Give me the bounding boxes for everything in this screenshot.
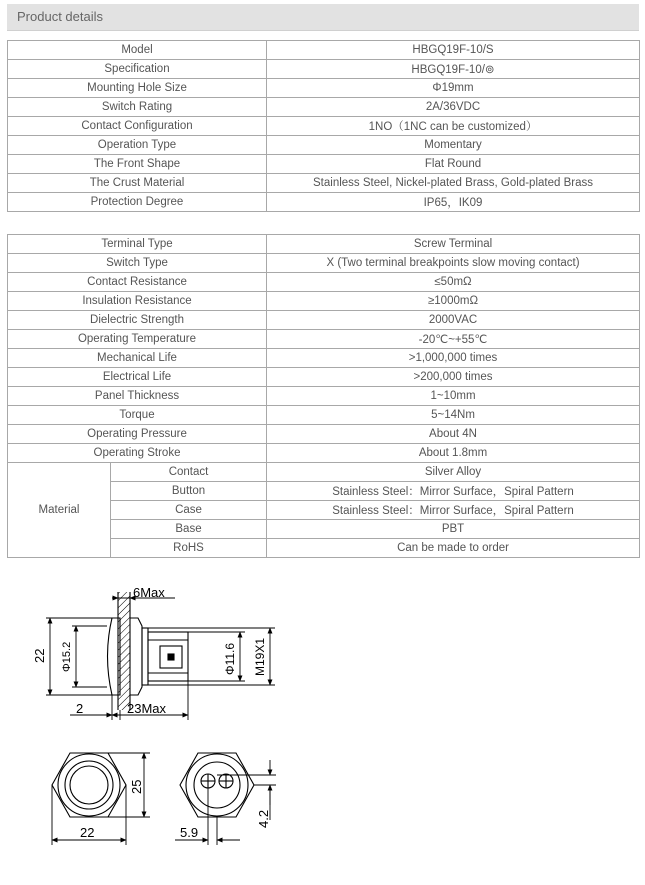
spec-value: >1,000,000 times	[267, 349, 640, 368]
material-part: Button	[111, 482, 267, 501]
spec-value: ≥1000mΩ	[267, 292, 640, 311]
rohs-value: Can be made to order	[267, 539, 640, 558]
rear-view	[180, 753, 254, 817]
spec-label: Terminal Type	[8, 235, 267, 254]
spec-row	[8, 368, 640, 387]
spec-value: >200,000 times	[267, 368, 640, 387]
spec-value: HBGQ19F-10/⊚	[267, 60, 640, 79]
spec-label: Switch Type	[8, 254, 267, 273]
spec-value: -20℃~+55℃	[267, 330, 640, 349]
front-view-hex	[52, 753, 126, 817]
spec-row	[8, 60, 640, 79]
section-title: Product details	[17, 9, 103, 24]
dim-23max: 23Max	[127, 701, 167, 716]
spec-value: About 1.8mm	[267, 444, 640, 463]
spec-table-electrical	[7, 234, 640, 558]
spec-row	[8, 193, 640, 212]
spec-value: Screw Terminal	[267, 235, 640, 254]
dim-5-9: 5.9	[180, 825, 199, 840]
section-header	[7, 4, 639, 31]
spec-label: Operation Type	[8, 136, 267, 155]
spec-row	[8, 425, 640, 444]
rohs-label: RoHS	[111, 539, 267, 558]
spec-row	[8, 292, 640, 311]
spec-label: Operating Pressure	[8, 425, 267, 444]
spec-value: Φ19mm	[267, 79, 640, 98]
spec-label: Panel Thickness	[8, 387, 267, 406]
spec-label: Contact Configuration	[8, 117, 267, 136]
spec-row	[8, 117, 640, 136]
spec-label: Dielectric Strength	[8, 311, 267, 330]
spec-row	[8, 235, 640, 254]
spec-row	[8, 136, 640, 155]
spec-label: Contact Resistance	[8, 273, 267, 292]
spec-value: 5~14Nm	[267, 406, 640, 425]
spec-label: Insulation Resistance	[8, 292, 267, 311]
material-value: Silver Alloy	[267, 463, 640, 482]
spec-row	[8, 311, 640, 330]
dim-25: 25	[129, 779, 144, 794]
spec-row	[8, 174, 640, 193]
spec-value: ≤50mΩ	[267, 273, 640, 292]
spec-label: The Crust Material	[8, 174, 267, 193]
front-view-dimensions	[52, 753, 150, 845]
spec-table-basic	[7, 40, 640, 212]
material-part: Contact	[111, 463, 267, 482]
spec-value: 2000VAC	[267, 311, 640, 330]
spec-label: Operating Stroke	[8, 444, 267, 463]
dim-4-2: 4.2	[256, 809, 271, 828]
spec-row	[8, 406, 640, 425]
spec-label: The Front Shape	[8, 155, 267, 174]
dim-phi15-2: Φ15.2	[61, 641, 73, 672]
dim-22-width: 22	[80, 825, 95, 840]
spec-value: HBGQ19F-10/S	[267, 41, 640, 60]
spec-row	[8, 273, 640, 292]
spec-label: Mounting Hole Size	[8, 79, 267, 98]
dim-2: 2	[76, 701, 84, 716]
spec-label: Specification	[8, 60, 267, 79]
spec-value: Stainless Steel, Nickel-plated Brass, Gold-plated Brass	[267, 174, 640, 193]
spec-row	[8, 254, 640, 273]
spec-label: Operating Temperature	[8, 330, 267, 349]
material-label: Material	[8, 463, 111, 558]
spec-label: Electrical Life	[8, 368, 267, 387]
spec-value: Momentary	[267, 136, 640, 155]
side-view	[108, 592, 189, 710]
spec-label: Model	[8, 41, 267, 60]
spec-label: Mechanical Life	[8, 349, 267, 368]
material-part: Case	[111, 501, 267, 520]
material-part: Base	[111, 520, 267, 539]
dim-22-height: 22	[32, 648, 47, 663]
spec-row	[8, 155, 640, 174]
material-value: PBT	[267, 520, 640, 539]
spec-row	[8, 444, 640, 463]
spec-value: 1~10mm	[267, 387, 640, 406]
spec-row	[8, 387, 640, 406]
material-value: Stainless Steel：Mirror Surface，Spiral Pattern	[267, 482, 640, 501]
spec-row	[8, 98, 640, 117]
spec-row	[8, 330, 640, 349]
spec-value: Flat Round	[267, 155, 640, 174]
spec-label: Torque	[8, 406, 267, 425]
spec-value: 1NO（1NC can be customized）	[267, 117, 640, 136]
spec-value: 2A/36VDC	[267, 98, 640, 117]
spec-label: Switch Rating	[8, 98, 267, 117]
spec-row	[8, 79, 640, 98]
dimension-drawing	[0, 570, 645, 880]
spec-value: X (Two terminal breakpoints slow moving contact)	[267, 254, 640, 273]
dim-m19x1: M19X1	[253, 637, 267, 676]
dim-6max: 6Max	[133, 585, 165, 600]
spec-value: About 4N	[267, 425, 640, 444]
spec-label: Protection Degree	[8, 193, 267, 212]
spec-value: IP65，IK09	[267, 193, 640, 212]
material-value: Stainless Steel：Mirror Surface，Spiral Pattern	[267, 501, 640, 520]
material-row	[8, 463, 640, 482]
dim-phi11-6: Φ11.6	[223, 642, 237, 675]
spec-row	[8, 349, 640, 368]
spec-row	[8, 41, 640, 60]
